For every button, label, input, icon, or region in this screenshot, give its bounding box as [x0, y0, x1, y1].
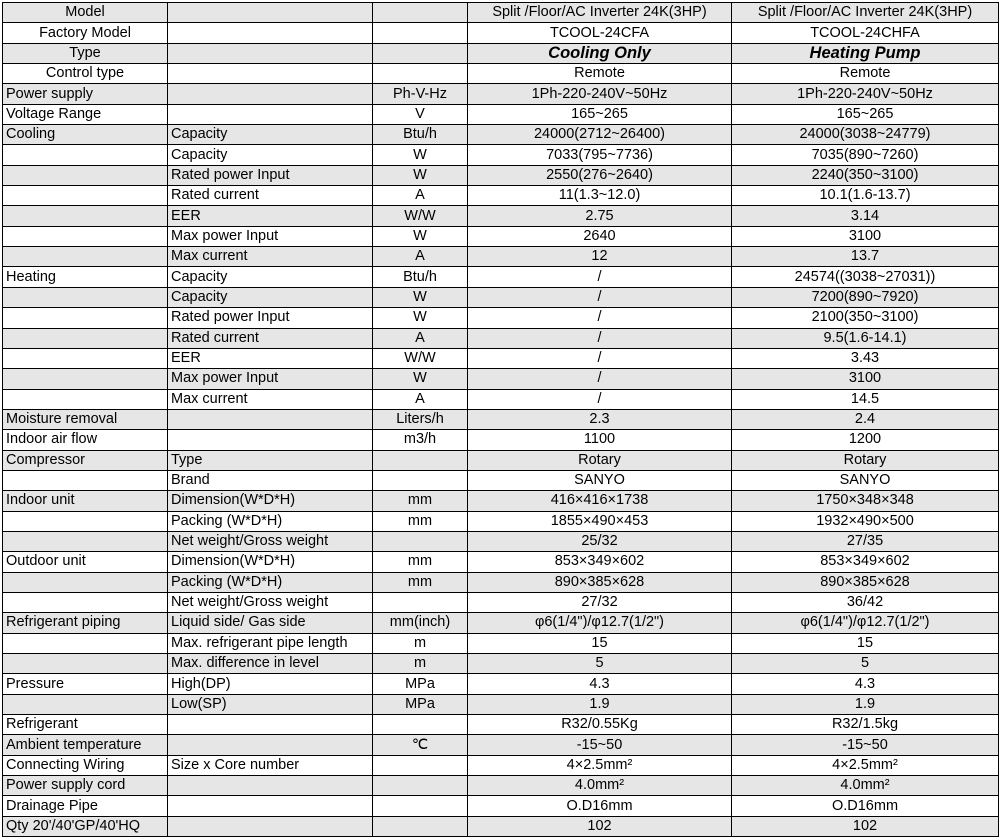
model1-value-cell: / — [468, 328, 732, 348]
row-subitem-cell — [168, 23, 373, 43]
spec-table — [2, 2, 999, 837]
table-row — [3, 613, 999, 633]
row-subitem-cell: Net weight/Gross weight — [168, 592, 373, 612]
row-label-cell: Model — [3, 3, 168, 23]
table-row — [3, 3, 999, 23]
model2-value-cell: 853×349×602 — [732, 552, 999, 572]
model1-value-cell: 1.9 — [468, 694, 732, 714]
model2-value-cell: 2100(350~3100) — [732, 308, 999, 328]
row-subitem-cell: Capacity — [168, 267, 373, 287]
row-unit-cell: MPa — [373, 694, 468, 714]
row-subitem-cell — [168, 43, 373, 63]
row-subitem-cell: Rated power Input — [168, 308, 373, 328]
table-row — [3, 674, 999, 694]
model1-value-cell: 4.3 — [468, 674, 732, 694]
row-label-cell — [3, 348, 168, 368]
model1-value-cell: / — [468, 267, 732, 287]
row-unit-cell: W — [373, 369, 468, 389]
model1-value-cell: 416×416×1738 — [468, 491, 732, 511]
model1-value-cell: 165~265 — [468, 104, 732, 124]
row-subitem-cell — [168, 715, 373, 735]
row-subitem-cell: Packing (W*D*H) — [168, 511, 373, 531]
model2-value-cell: 890×385×628 — [732, 572, 999, 592]
model2-value-cell: Rotary — [732, 450, 999, 470]
table-row — [3, 552, 999, 572]
row-label-cell: Voltage Range — [3, 104, 168, 124]
row-subitem-cell: Capacity — [168, 287, 373, 307]
row-label-cell — [3, 206, 168, 226]
model1-value-cell: 27/32 — [468, 592, 732, 612]
table-row — [3, 796, 999, 816]
table-row — [3, 348, 999, 368]
row-subitem-cell — [168, 776, 373, 796]
row-unit-cell: m — [373, 654, 468, 674]
spec-table-body — [3, 3, 999, 837]
row-unit-cell: W/W — [373, 206, 468, 226]
model1-value-cell: 4.0mm² — [468, 776, 732, 796]
row-label-cell: Control type — [3, 64, 168, 84]
table-row — [3, 816, 999, 836]
row-label-cell — [3, 470, 168, 490]
model2-value-cell: 1.9 — [732, 694, 999, 714]
row-label-cell: Refrigerant piping — [3, 613, 168, 633]
model1-value-cell: 2.3 — [468, 409, 732, 429]
table-row — [3, 715, 999, 735]
row-unit-cell: m3/h — [373, 430, 468, 450]
row-unit-cell: A — [373, 186, 468, 206]
row-label-cell: Power supply — [3, 84, 168, 104]
row-label-cell: Power supply cord — [3, 776, 168, 796]
row-unit-cell: mm — [373, 572, 468, 592]
row-label-cell — [3, 511, 168, 531]
table-row — [3, 23, 999, 43]
row-unit-cell — [373, 796, 468, 816]
row-unit-cell: A — [373, 247, 468, 267]
model1-value-cell: 2550(276~2640) — [468, 165, 732, 185]
model2-value-cell: 1932×490×500 — [732, 511, 999, 531]
row-subitem-cell: EER — [168, 206, 373, 226]
model2-value-cell: 3.14 — [732, 206, 999, 226]
row-unit-cell: Btu/h — [373, 125, 468, 145]
row-subitem-cell — [168, 3, 373, 23]
row-label-cell — [3, 572, 168, 592]
row-unit-cell: MPa — [373, 674, 468, 694]
row-subitem-cell: Type — [168, 450, 373, 470]
table-row — [3, 450, 999, 470]
row-unit-cell: W — [373, 145, 468, 165]
row-subitem-cell: Rated power Input — [168, 165, 373, 185]
row-subitem-cell: Max power Input — [168, 369, 373, 389]
row-label-cell: Indoor unit — [3, 491, 168, 511]
row-unit-cell — [373, 23, 468, 43]
table-row — [3, 186, 999, 206]
row-subitem-cell — [168, 735, 373, 755]
row-unit-cell: Btu/h — [373, 267, 468, 287]
row-unit-cell: mm — [373, 511, 468, 531]
row-label-cell — [3, 165, 168, 185]
row-subitem-cell: Max. refrigerant pipe length — [168, 633, 373, 653]
row-label-cell — [3, 226, 168, 246]
row-label-cell — [3, 694, 168, 714]
row-label-cell — [3, 369, 168, 389]
model1-value-cell: -15~50 — [468, 735, 732, 755]
model1-value-cell: Split /Floor/AC Inverter 24K(3HP) — [468, 3, 732, 23]
row-subitem-cell — [168, 796, 373, 816]
row-label-cell — [3, 247, 168, 267]
model1-value-cell: / — [468, 348, 732, 368]
table-row — [3, 43, 999, 63]
row-label-cell: Refrigerant — [3, 715, 168, 735]
row-unit-cell: Ph-V-Hz — [373, 84, 468, 104]
row-subitem-cell: Capacity — [168, 125, 373, 145]
model2-value-cell: 13.7 — [732, 247, 999, 267]
model1-value-cell: φ6(1/4")/φ12.7(1/2") — [468, 613, 732, 633]
row-subitem-cell: Rated current — [168, 186, 373, 206]
table-row — [3, 369, 999, 389]
row-subitem-cell — [168, 816, 373, 836]
table-row — [3, 430, 999, 450]
row-unit-cell: Liters/h — [373, 409, 468, 429]
row-label-cell: Cooling — [3, 125, 168, 145]
model1-value-cell: Remote — [468, 64, 732, 84]
model2-value-cell: 2240(350~3100) — [732, 165, 999, 185]
model1-value-cell: / — [468, 369, 732, 389]
row-unit-cell — [373, 715, 468, 735]
row-label-cell: Connecting Wiring — [3, 755, 168, 775]
model1-value-cell: 11(1.3~12.0) — [468, 186, 732, 206]
table-row — [3, 287, 999, 307]
row-subitem-cell: Rated current — [168, 328, 373, 348]
row-label-cell: Heating — [3, 267, 168, 287]
model2-value-cell: -15~50 — [732, 735, 999, 755]
row-label-cell: Pressure — [3, 674, 168, 694]
model2-value-cell: Heating Pump — [732, 43, 999, 63]
model2-value-cell: 36/42 — [732, 592, 999, 612]
table-row — [3, 389, 999, 409]
row-unit-cell: W — [373, 165, 468, 185]
row-label-cell — [3, 186, 168, 206]
model2-value-cell: 24000(3038~24779) — [732, 125, 999, 145]
row-subitem-cell: High(DP) — [168, 674, 373, 694]
row-label-cell: Moisture removal — [3, 409, 168, 429]
row-unit-cell — [373, 3, 468, 23]
table-row — [3, 776, 999, 796]
row-subitem-cell: Net weight/Gross weight — [168, 531, 373, 551]
row-label-cell: Outdoor unit — [3, 552, 168, 572]
model2-value-cell: 1Ph-220-240V~50Hz — [732, 84, 999, 104]
model2-value-cell: 3100 — [732, 226, 999, 246]
model1-value-cell: 1100 — [468, 430, 732, 450]
model2-value-cell: 27/35 — [732, 531, 999, 551]
row-label-cell — [3, 308, 168, 328]
model1-value-cell: 853×349×602 — [468, 552, 732, 572]
table-row — [3, 592, 999, 612]
table-row — [3, 572, 999, 592]
row-unit-cell — [373, 592, 468, 612]
table-row — [3, 633, 999, 653]
table-row — [3, 654, 999, 674]
model2-value-cell: 24574((3038~27031)) — [732, 267, 999, 287]
row-unit-cell — [373, 64, 468, 84]
row-subitem-cell: Dimension(W*D*H) — [168, 491, 373, 511]
model1-value-cell: 2.75 — [468, 206, 732, 226]
model2-value-cell: 14.5 — [732, 389, 999, 409]
row-unit-cell: mm(inch) — [373, 613, 468, 633]
row-subitem-cell — [168, 430, 373, 450]
row-label-cell: Qty 20'/40'GP/40'HQ — [3, 816, 168, 836]
table-row — [3, 531, 999, 551]
row-subitem-cell: Packing (W*D*H) — [168, 572, 373, 592]
model1-value-cell: O.D16mm — [468, 796, 732, 816]
row-unit-cell: A — [373, 389, 468, 409]
row-label-cell: Drainage Pipe — [3, 796, 168, 816]
model2-value-cell: 4.0mm² — [732, 776, 999, 796]
row-subitem-cell — [168, 104, 373, 124]
model2-value-cell: Split /Floor/AC Inverter 24K(3HP) — [732, 3, 999, 23]
row-unit-cell: ℃ — [373, 735, 468, 755]
model2-value-cell: 1200 — [732, 430, 999, 450]
table-row — [3, 64, 999, 84]
model1-value-cell: 5 — [468, 654, 732, 674]
row-label-cell: Indoor air flow — [3, 430, 168, 450]
model1-value-cell: 102 — [468, 816, 732, 836]
model1-value-cell: TCOOL-24CFA — [468, 23, 732, 43]
table-row — [3, 694, 999, 714]
row-label-cell: Factory Model — [3, 23, 168, 43]
row-subitem-cell: Low(SP) — [168, 694, 373, 714]
row-unit-cell — [373, 776, 468, 796]
row-unit-cell: A — [373, 328, 468, 348]
table-row — [3, 145, 999, 165]
row-unit-cell: V — [373, 104, 468, 124]
model2-value-cell: 4×2.5mm² — [732, 755, 999, 775]
row-subitem-cell — [168, 409, 373, 429]
row-subitem-cell: Max. difference in level — [168, 654, 373, 674]
model1-value-cell: / — [468, 389, 732, 409]
row-unit-cell — [373, 531, 468, 551]
table-row — [3, 206, 999, 226]
model2-value-cell: 9.5(1.6-14.1) — [732, 328, 999, 348]
row-unit-cell: m — [373, 633, 468, 653]
model1-value-cell: 24000(2712~26400) — [468, 125, 732, 145]
row-unit-cell — [373, 755, 468, 775]
model1-value-cell: 25/32 — [468, 531, 732, 551]
row-unit-cell: mm — [373, 552, 468, 572]
table-row — [3, 226, 999, 246]
row-unit-cell: W/W — [373, 348, 468, 368]
row-subitem-cell — [168, 84, 373, 104]
table-row — [3, 511, 999, 531]
table-row — [3, 267, 999, 287]
row-subitem-cell: Max current — [168, 247, 373, 267]
model2-value-cell: 3100 — [732, 369, 999, 389]
model2-value-cell: 3.43 — [732, 348, 999, 368]
row-label-cell: Type — [3, 43, 168, 63]
model2-value-cell: φ6(1/4")/φ12.7(1/2") — [732, 613, 999, 633]
row-subitem-cell: Capacity — [168, 145, 373, 165]
row-subitem-cell: Dimension(W*D*H) — [168, 552, 373, 572]
row-unit-cell: mm — [373, 491, 468, 511]
model2-value-cell: 5 — [732, 654, 999, 674]
row-label-cell — [3, 633, 168, 653]
model1-value-cell: 15 — [468, 633, 732, 653]
model2-value-cell: 1750×348×348 — [732, 491, 999, 511]
model1-value-cell: / — [468, 308, 732, 328]
model1-value-cell: Rotary — [468, 450, 732, 470]
table-row — [3, 755, 999, 775]
table-row — [3, 328, 999, 348]
table-row — [3, 491, 999, 511]
table-row — [3, 247, 999, 267]
table-row — [3, 165, 999, 185]
row-unit-cell — [373, 450, 468, 470]
model2-value-cell: 7200(890~7920) — [732, 287, 999, 307]
model1-value-cell: / — [468, 287, 732, 307]
row-subitem-cell: Liquid side/ Gas side — [168, 613, 373, 633]
row-label-cell — [3, 145, 168, 165]
model1-value-cell: 7033(795~7736) — [468, 145, 732, 165]
table-row — [3, 470, 999, 490]
model2-value-cell: O.D16mm — [732, 796, 999, 816]
model1-value-cell: 890×385×628 — [468, 572, 732, 592]
model2-value-cell: TCOOL-24CHFA — [732, 23, 999, 43]
table-row — [3, 84, 999, 104]
row-label-cell: Ambient temperature — [3, 735, 168, 755]
model2-value-cell: 165~265 — [732, 104, 999, 124]
row-unit-cell — [373, 43, 468, 63]
model2-value-cell: R32/1.5kg — [732, 715, 999, 735]
row-subitem-cell: Max current — [168, 389, 373, 409]
model2-value-cell: 7035(890~7260) — [732, 145, 999, 165]
model1-value-cell: 1855×490×453 — [468, 511, 732, 531]
row-unit-cell: W — [373, 287, 468, 307]
model2-value-cell: 4.3 — [732, 674, 999, 694]
table-row — [3, 735, 999, 755]
row-unit-cell: W — [373, 308, 468, 328]
model2-value-cell: 102 — [732, 816, 999, 836]
row-label-cell — [3, 328, 168, 348]
model1-value-cell: 12 — [468, 247, 732, 267]
row-subitem-cell: Brand — [168, 470, 373, 490]
row-label-cell: Compressor — [3, 450, 168, 470]
model1-value-cell: R32/0.55Kg — [468, 715, 732, 735]
model1-value-cell: 4×2.5mm² — [468, 755, 732, 775]
row-label-cell — [3, 654, 168, 674]
table-row — [3, 104, 999, 124]
table-row — [3, 308, 999, 328]
row-label-cell — [3, 287, 168, 307]
model1-value-cell: 1Ph-220-240V~50Hz — [468, 84, 732, 104]
model2-value-cell: SANYO — [732, 470, 999, 490]
model2-value-cell: 2.4 — [732, 409, 999, 429]
row-unit-cell — [373, 816, 468, 836]
row-label-cell — [3, 592, 168, 612]
model1-value-cell: 2640 — [468, 226, 732, 246]
model1-value-cell: SANYO — [468, 470, 732, 490]
model2-value-cell: 15 — [732, 633, 999, 653]
row-subitem-cell: Max power Input — [168, 226, 373, 246]
table-row — [3, 409, 999, 429]
row-subitem-cell: Size x Core number — [168, 755, 373, 775]
table-row — [3, 125, 999, 145]
row-subitem-cell — [168, 64, 373, 84]
row-subitem-cell: EER — [168, 348, 373, 368]
row-label-cell — [3, 531, 168, 551]
row-unit-cell — [373, 470, 468, 490]
model1-value-cell: Cooling Only — [468, 43, 732, 63]
model2-value-cell: Remote — [732, 64, 999, 84]
row-label-cell — [3, 389, 168, 409]
row-unit-cell: W — [373, 226, 468, 246]
model2-value-cell: 10.1(1.6-13.7) — [732, 186, 999, 206]
